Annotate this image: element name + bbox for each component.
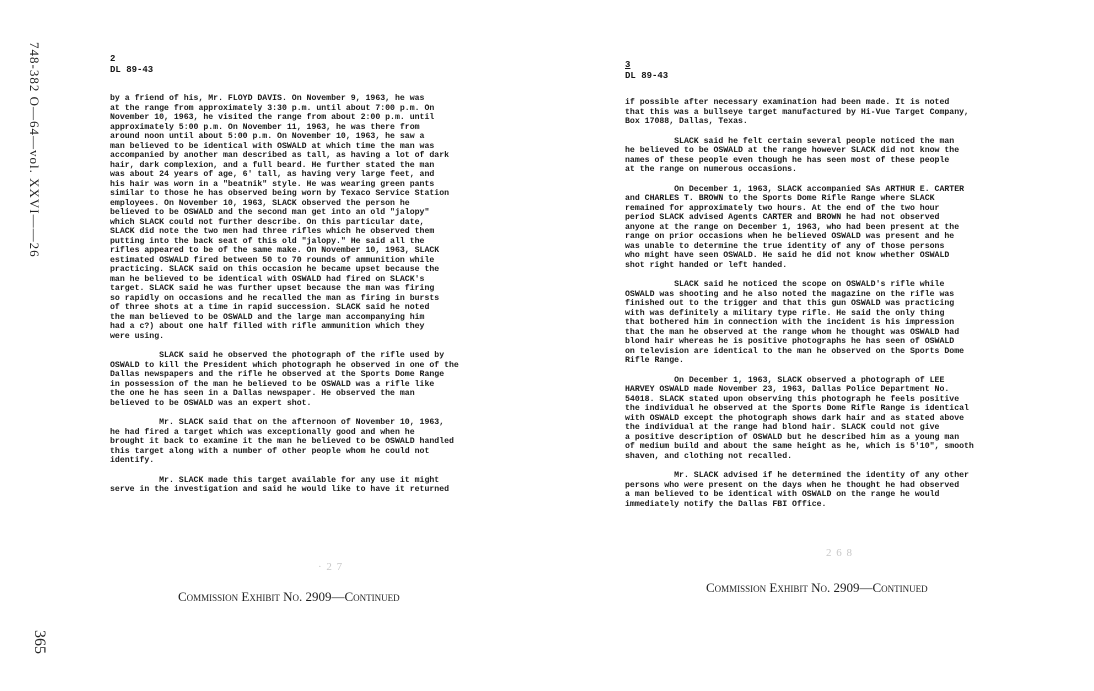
right-body-text — [625, 98, 1035, 509]
right-paragraph-5: On December 1, 1963, SLACK observed a photograph of LEE HARVEY OSWALD made November 23, 1963, Dallas Police Department No. 54018. SLACK stated upon observing this photograph he feels positive the individual he observed at the Sports Dome Rifle Range is identical with OSWALD except the photograph shows dark hair and as stated above the individual at the range had blond hair. SLACK could not give a positive description of OSWALD but he described him as a young man of medium build and about the same height as he, which is 5'10", smooth shaven, and clothing not recalled. — [625, 375, 974, 461]
left-file-number: DL 89-43 — [110, 65, 154, 75]
left-paragraph-4: Mr. SLACK made this target available for any use it might serve in the investigation and said he would like to have it returned — [110, 475, 450, 494]
left-paragraph-1: by a friend of his, Mr. FLOYD DAVIS. On November 9, 1963, he was at the range from approximately 3:30 p.m. until about 7:00 p.m. On November 10, 1963, he visited the range from about 2:00 p.m. until approximately 5:00 p.m. On November 11, 1963, he was there from around noon until about 5:00 p.m. On November 10, 1963, he saw a man believed to be identical with OSWALD at which time the man was accompanied by another man described as tall, as having a lot of dark hair, dark complexion, and a full beard. He further stated the man was about 24 years of age, 6' tall, as having very large feet, and his hair was worn in a "beatnik" style. He was wearing green pants similar to those he has observed being worn by Texaco Service Station employees. On November 10, 1963, SLACK observed the person he believed to be OSWALD and the second man get into an old "jalopy" which SLACK could not further describe. On this particular date, SLACK did note the two men had three rifles which he observed them putting into the back seat of this old "jalopy." He said all the rifles appeared to be of the same make. On November 10, 1963, SLACK estimated OSWALD fired between 50 to 70 rounds of ammunition while practicing. SLACK said on this occasion he became upset because the man he believed to be identical with OSWALD had fired on SLACK's target. SLACK said he was further upset because the man was firing so rapidly on occasions and he recalled the man as firing in bursts of three shots at a time in rapid succession. SLACK said he noted the man believed to be OSWALD and the large man accompanying him had a c?) about one half filled with rifle ammunition which they were using. — [110, 94, 450, 341]
left-faint-stamp: · 2 7 — [318, 561, 344, 573]
left-paragraph-3: Mr. SLACK said that on the afternoon of November 10, 1963, he had fired a target which was exceptionally good and when he brought it back to examine it the man he believed to be OSWALD handled this target along with a number of other people whom he could not identify. — [110, 418, 454, 465]
left-paragraph-2: SLACK said he observed the photograph of the rifle used by OSWALD to kill the President which photograph he observed in one of the Dallas newspapers and the rifle he observed at the Sports Dome Range in possession of the man he believed to be OSWALD was a rifle like the one he has seen in a Dallas newspaper. He observed the man believed to be OSWALD was an expert shot. — [110, 351, 459, 408]
right-paragraph-1: if possible after necessary examination had been made. It is noted that this was a bullseye target manufactured by Hi-Vue Target Company, Box 17088, Dallas, Texas. — [625, 98, 969, 126]
volume-margin-note: 748-382 O—64—vol. XXVI——26 — [27, 42, 42, 258]
left-body-text — [110, 94, 520, 495]
right-paragraph-6: Mr. SLACK advised if he determined the identity of any other persons who were present on the days when he thought he had observed a man believed to be identical with OSWALD on the range he would immediately notify the Dallas FBI Office. — [625, 471, 969, 509]
right-exhibit-caption: Commission Exhibit No. 2909—Continued — [706, 580, 928, 595]
right-document-page — [625, 60, 1035, 519]
right-file-number: DL 89-43 — [625, 71, 669, 81]
right-page-number: 3 — [625, 60, 631, 70]
left-page-number: 2 — [110, 54, 116, 64]
right-faint-stamp: 2 6 8 — [826, 547, 853, 559]
right-paragraph-2: SLACK said he felt certain several people noticed the man he believed to be OSWALD at the range however SLACK did not know the names of these people even though he has seen most of these people at the range on numerous occasions. — [625, 136, 960, 174]
left-document-page — [110, 54, 520, 505]
left-exhibit-caption: Commission Exhibit No. 2909—Continued — [178, 589, 400, 604]
volume-page-number: 365 — [31, 630, 48, 654]
right-paragraph-4: SLACK said he noticed the scope on OSWALD's rifle while OSWALD was shooting and he also noted the magazine on the rifle was finished out to the trigger and that this gun OSWALD was practicing with was definitely a military type rifle. He said the only thing that bothered him in connection with the incident is his impression that the man he observed at the range whom he thought was OSWALD had blond hair whereas he is positive photographs he has seen of OSWALD on television are identical to the man he observed on the Sports Dome Rifle Range. — [625, 280, 965, 365]
right-paragraph-3: On December 1, 1963, SLACK accompanied SAs ARTHUR E. CARTER and CHARLES T. BROWN to the Sports Dome Rifle Range where SLACK remained for approximately two hours. At the end of the two hour period SLACK advised Agents CARTER and BROWN he had not observed anyone at the range on December 1, 1963, who had been present at the range on prior occasions when he believed OSWALD was present and he was unable to determine the true identity of any of those persons who might have seen OSWALD. He said he did not know whether OSWALD shot right handed or left handed. — [625, 184, 965, 270]
